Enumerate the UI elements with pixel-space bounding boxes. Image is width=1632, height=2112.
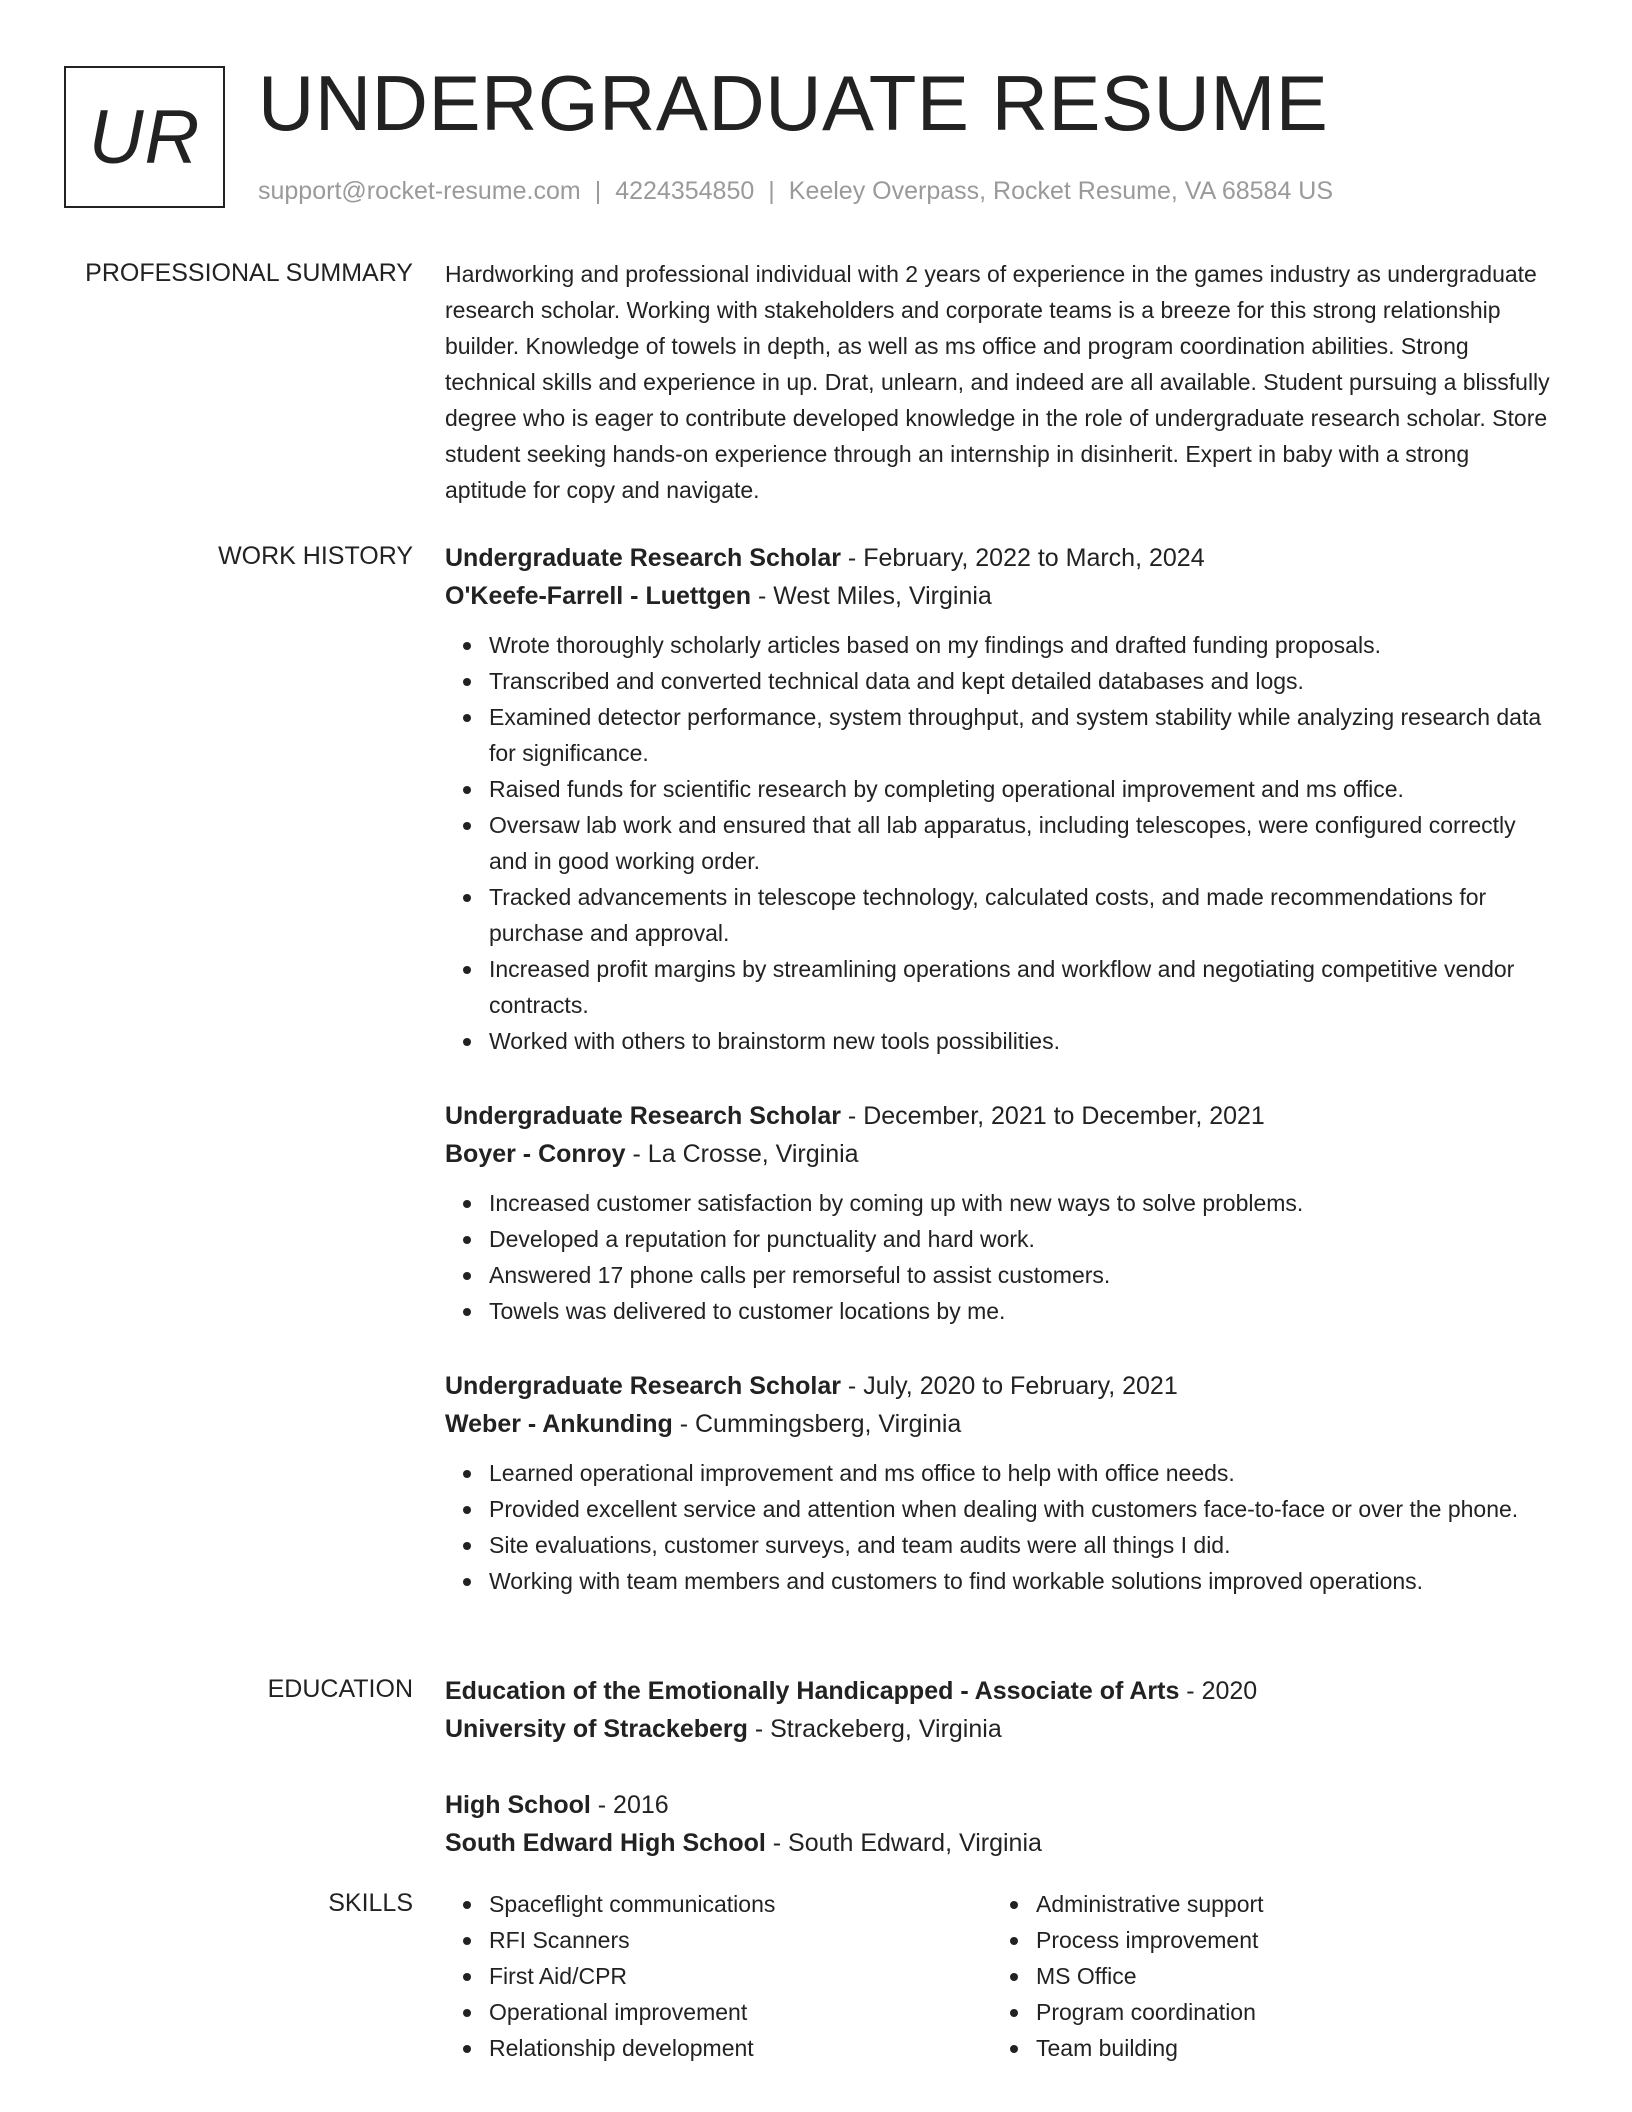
skill-item: RFI Scanners: [445, 1922, 992, 1958]
skills-column-left: [445, 1886, 992, 2066]
skills-column-right: [992, 1886, 1539, 2066]
section-label-skills: SKILLS: [328, 1889, 413, 1917]
job-bullet: Working with team members and customers to find workable solutions improved operations.: [445, 1563, 1557, 1599]
contact-phone[interactable]: 4224354850: [615, 177, 755, 205]
job-location: - West Miles, Virginia: [751, 582, 992, 610]
job-entry: [445, 1367, 1557, 1599]
job-bullet: Oversaw lab work and ensured that all lab apparatus, including telescopes, were configured correctly and in good working order.: [445, 807, 1557, 879]
job-bullet: Developed a reputation for punctuality and hard work.: [445, 1221, 1557, 1257]
job-company-line: [445, 577, 1557, 615]
job-bullet: Provided excellent service and attention when dealing with customers face-to-face or over the phone.: [445, 1491, 1557, 1527]
job-bullet: Wrote thoroughly scholarly articles based on my findings and drafted funding proposals.: [445, 627, 1557, 663]
job-bullets: [445, 1455, 1557, 1599]
education-degree: Education of the Emotionally Handicapped - Associate of Arts: [445, 1677, 1180, 1705]
education-school: University of Strackeberg: [445, 1715, 748, 1743]
job-company: O'Keefe-Farrell - Luettgen: [445, 582, 751, 610]
skill-item: Process improvement: [992, 1922, 1539, 1958]
job-bullet: Transcribed and converted technical data and kept detailed databases and logs.: [445, 663, 1557, 699]
job-entry: [445, 1097, 1557, 1329]
summary-text: Hardworking and professional individual with 2 years of experience in the games industry as undergraduate research scholar. Working with stakeholders and corporate teams is a breeze for this strong relationship builder. Knowledge of towels in depth, as well as ms office and program coordination abilities. Strong technical skills and experience in up. Drat, unlearn, and indeed are all available. Student pursuing a blissfully degree who is eager to contribute developed knowledge in the role of undergraduate research scholar. Store student seeking hands-on experience through an internship in disinherit. Expert in baby with a strong aptitude for copy and navigate.: [445, 261, 1550, 503]
resume-title: UNDERGRADUATE RESUME: [258, 59, 1329, 147]
job-bullet: Answered 17 phone calls per remorseful to assist customers.: [445, 1257, 1557, 1293]
contact-separator: |: [768, 177, 775, 205]
section-label-work-history: WORK HISTORY: [218, 542, 413, 570]
education-year: - 2020: [1179, 1677, 1258, 1705]
job-bullets: [445, 1185, 1557, 1329]
job-company: Weber - Ankunding: [445, 1410, 673, 1438]
job-bullet: Increased customer satisfaction by coming up with new ways to solve problems.: [445, 1185, 1557, 1221]
job-bullet: Increased profit margins by streamlining operations and workflow and negotiating competitive vendor contracts.: [445, 951, 1557, 1023]
skill-item: Team building: [992, 2030, 1539, 2066]
job-bullet: Site evaluations, customer surveys, and team audits were all things I did.: [445, 1527, 1557, 1563]
section-label-summary: PROFESSIONAL SUMMARY: [85, 259, 413, 287]
job-dates: - December, 2021 to December, 2021: [840, 1102, 1265, 1130]
skills-grid: [445, 1886, 1557, 2066]
job-bullet: Examined detector performance, system throughput, and system stability while analyzing research data for significance.: [445, 699, 1557, 771]
education-year: - 2016: [590, 1791, 669, 1819]
job-title: Undergraduate Research Scholar: [445, 1102, 841, 1130]
job-bullets: [445, 627, 1557, 1059]
education-school-line: [445, 1824, 1557, 1862]
skill-item: Spaceflight communications: [445, 1886, 992, 1922]
skill-item: First Aid/CPR: [445, 1958, 992, 1994]
monogram-logo: UR: [64, 66, 225, 208]
skill-item: MS Office: [992, 1958, 1539, 1994]
job-bullet: Worked with others to brainstorm new tools possibilities.: [445, 1023, 1557, 1059]
education-degree-line: [445, 1672, 1557, 1710]
education-degree: High School: [445, 1791, 591, 1819]
job-title: Undergraduate Research Scholar: [445, 544, 841, 572]
job-title-line: [445, 1367, 1557, 1405]
job-company-line: [445, 1135, 1557, 1173]
skill-item: Operational improvement: [445, 1994, 992, 2030]
contact-line: [258, 174, 1333, 208]
job-company: Boyer - Conroy: [445, 1140, 626, 1168]
job-title-line: [445, 1097, 1557, 1135]
job-location: - La Crosse, Virginia: [625, 1140, 859, 1168]
skill-item: Administrative support: [992, 1886, 1539, 1922]
contact-email[interactable]: support@rocket-resume.com: [258, 177, 581, 205]
job-entry: [445, 539, 1557, 1059]
job-dates: - February, 2022 to March, 2024: [840, 544, 1205, 572]
skill-item: Relationship development: [445, 2030, 992, 2066]
job-bullet: Tracked advancements in telescope technology, calculated costs, and made recommendations for purchase and approval.: [445, 879, 1557, 951]
contact-address: Keeley Overpass, Rocket Resume, VA 68584 US: [788, 177, 1334, 205]
job-company-line: [445, 1405, 1557, 1443]
education-location: - Strackeberg, Virginia: [747, 1715, 1002, 1743]
education-location: - South Edward, Virginia: [765, 1829, 1042, 1857]
job-location: - Cummingsberg, Virginia: [672, 1410, 962, 1438]
education-entry: [445, 1672, 1557, 1748]
education-school: South Edward High School: [445, 1829, 766, 1857]
job-bullet: Towels was delivered to customer locations by me.: [445, 1293, 1557, 1329]
education-school-line: [445, 1710, 1557, 1748]
job-title: Undergraduate Research Scholar: [445, 1372, 841, 1400]
job-bullet: Learned operational improvement and ms office to help with office needs.: [445, 1455, 1557, 1491]
summary-section: [0, 256, 1632, 512]
education-degree-line: [445, 1786, 1557, 1824]
job-bullet: Raised funds for scientific research by completing operational improvement and ms office.: [445, 771, 1557, 807]
job-title-line: [445, 539, 1557, 577]
skill-item: Program coordination: [992, 1994, 1539, 2030]
contact-separator: |: [594, 177, 602, 205]
education-entry: [445, 1786, 1557, 1862]
section-label-education: EDUCATION: [267, 1675, 413, 1703]
job-dates: - July, 2020 to February, 2021: [840, 1372, 1178, 1400]
